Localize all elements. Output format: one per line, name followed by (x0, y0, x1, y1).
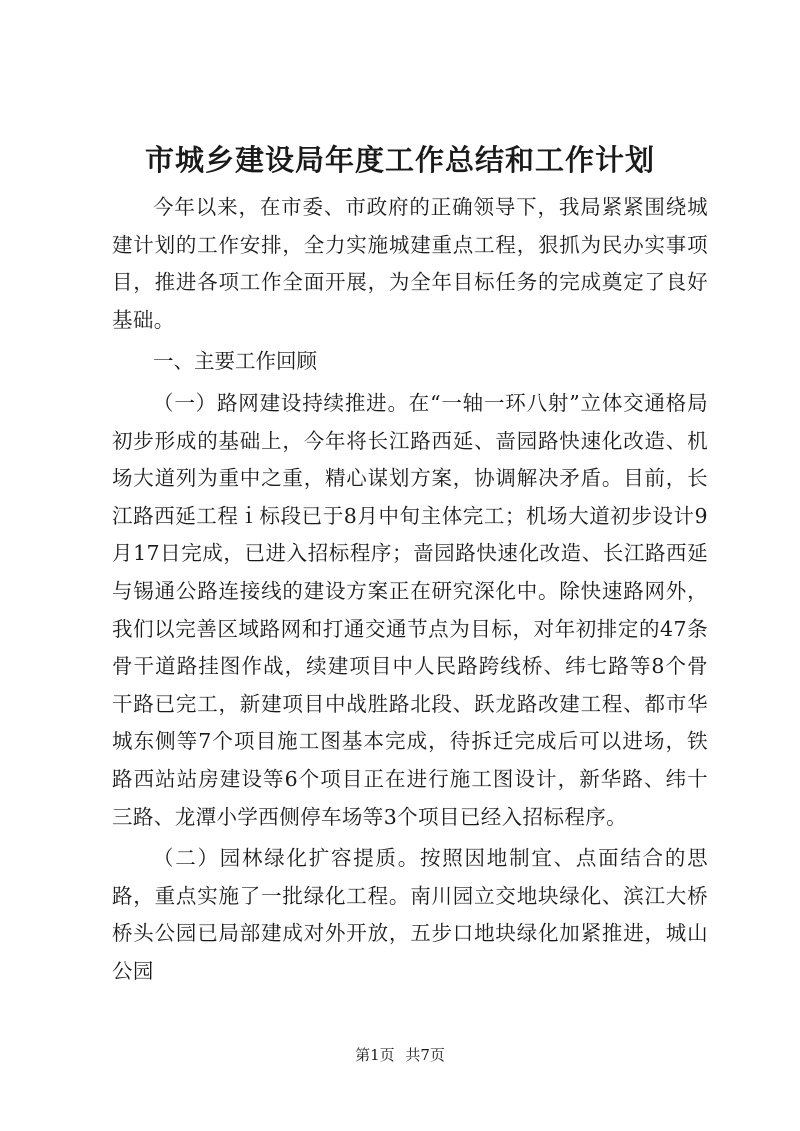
page-total: 共7页 (405, 1046, 445, 1064)
landscaping-paragraph: （二）园林绿化扩容提质。按照因地制宜、点面结合的思路，重点实施了一批绿化工程。南川园立交地块绿化、滨江大桥桥头公园已局部建成对外开放，五步口地块绿化加紧推进，城山公园 (112, 846, 708, 983)
page-number: 第1页 (355, 1046, 395, 1064)
section-heading-work-review: 一、主要工作回顾 (153, 349, 317, 374)
document-title: 市城乡建设局年度工作总结和工作计划 (144, 143, 655, 177)
road-network-paragraph: （一）路网建设持续推进。在“一轴一环八射”立体交通格局初步形成的基础上，今年将长江路西延、啬园路快速化改造、机场大道列为重中之重，精心谋划方案，协调解决矛盾。目前，长江路西延工程ｉ标段已于8月中旬主体完工；机场大道初步设计9月17日完成，已进入招标程序；啬园路快速化改造、长江路西延与锡通公路连接线的建设方案正在研究深化中。除快速路网外，我们以完善区域路网和打通交通节点为目标，对年初排定的47条骨干道路挂图作战，续建项目中人民路跨线桥、纬七路等8个骨干路已完工，新建项目中战胜路北段、跃龙路改建工程、都市华城东侧等7个项目施工图基本完成，待拆迁完成后可以进场，铁路西站站房建设等6个项目正在进行施工图设计，新华路、纬十三路、龙潭小学西侧停车场等3个项目已经入招标程序。 (112, 390, 708, 829)
document-body (112, 189, 708, 990)
page-footer (0, 1045, 800, 1065)
intro-paragraph: 今年以来，在市委、市政府的正确领导下，我局紧紧围绕城建计划的工作安排，全力实施城建重点工程，狠抓为民办实事项目，推进各项工作全面开展，为全年目标任务的完成奠定了良好基础。 (112, 195, 708, 332)
